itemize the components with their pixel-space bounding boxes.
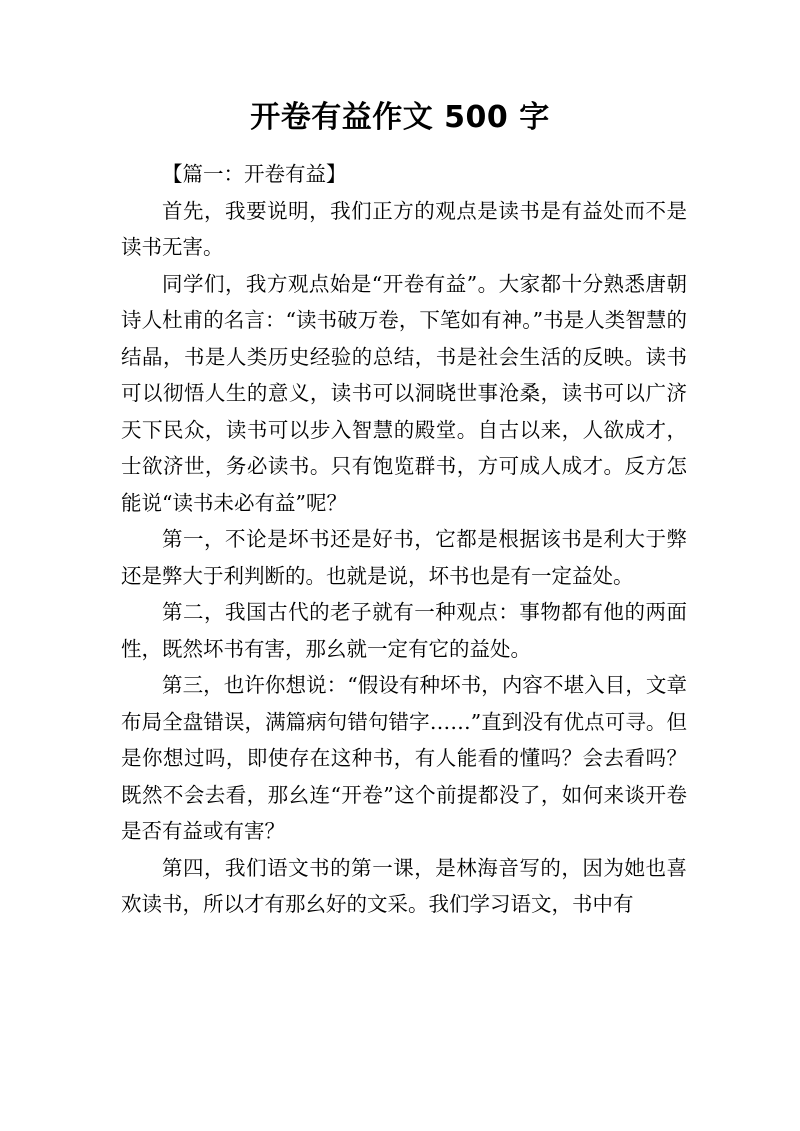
section-heading: 【篇一：开卷有益】	[162, 162, 347, 186]
paragraph: 同学们，我方观点始是“开卷有益”。大家都十分熟悉唐朝诗人杜甫的名言：“读书破万卷，下笔如有神。”书是人类智慧的结晶，书是人类历史经验的总结，书是社会生活的反映。读书可以彻悟人生的意义，读书可以洞晓世事沧桑，读书可以广济天下民众，读书可以步入智慧的殿堂。自古以来，人欲成才，士欲济世，务必读书。只有饱览群书，方可成人成才。反方怎能说“读书未必有益”呢？	[121, 271, 687, 515]
document-title: 开卷有益作文 500 字	[250, 100, 550, 135]
paragraph: 首先，我要说明，我们正方的观点是读书是有益处而不是读书无害。	[121, 198, 687, 259]
paragraph: 第二，我国古代的老子就有一种观点：事物都有他的两面性，既然坏书有害，那幺就一定有它的益处。	[121, 600, 687, 661]
document-body	[121, 156, 687, 923]
paragraph: 第一，不论是坏书还是好书，它都是根据该书是利大于弊还是弊大于利判断的。也就是说，坏书也是有一定益处。	[121, 527, 687, 588]
paragraph: 第三，也许你想说：“假设有种坏书，内容不堪入目，文章布局全盘错误，满篇病句错句错字……”直到没有优点可寻。但是你想过吗，即使存在这种书，有人能看的懂吗？会去看吗？既然不会去看，那幺连“开卷”这个前提都没了，如何来谈开卷是否有益或有害？	[121, 673, 687, 843]
paragraph: 第四，我们语文书的第一课，是林海音写的，因为她也喜欢读书，所以才有那幺好的文采。我们学习语文，书中有	[121, 855, 687, 916]
